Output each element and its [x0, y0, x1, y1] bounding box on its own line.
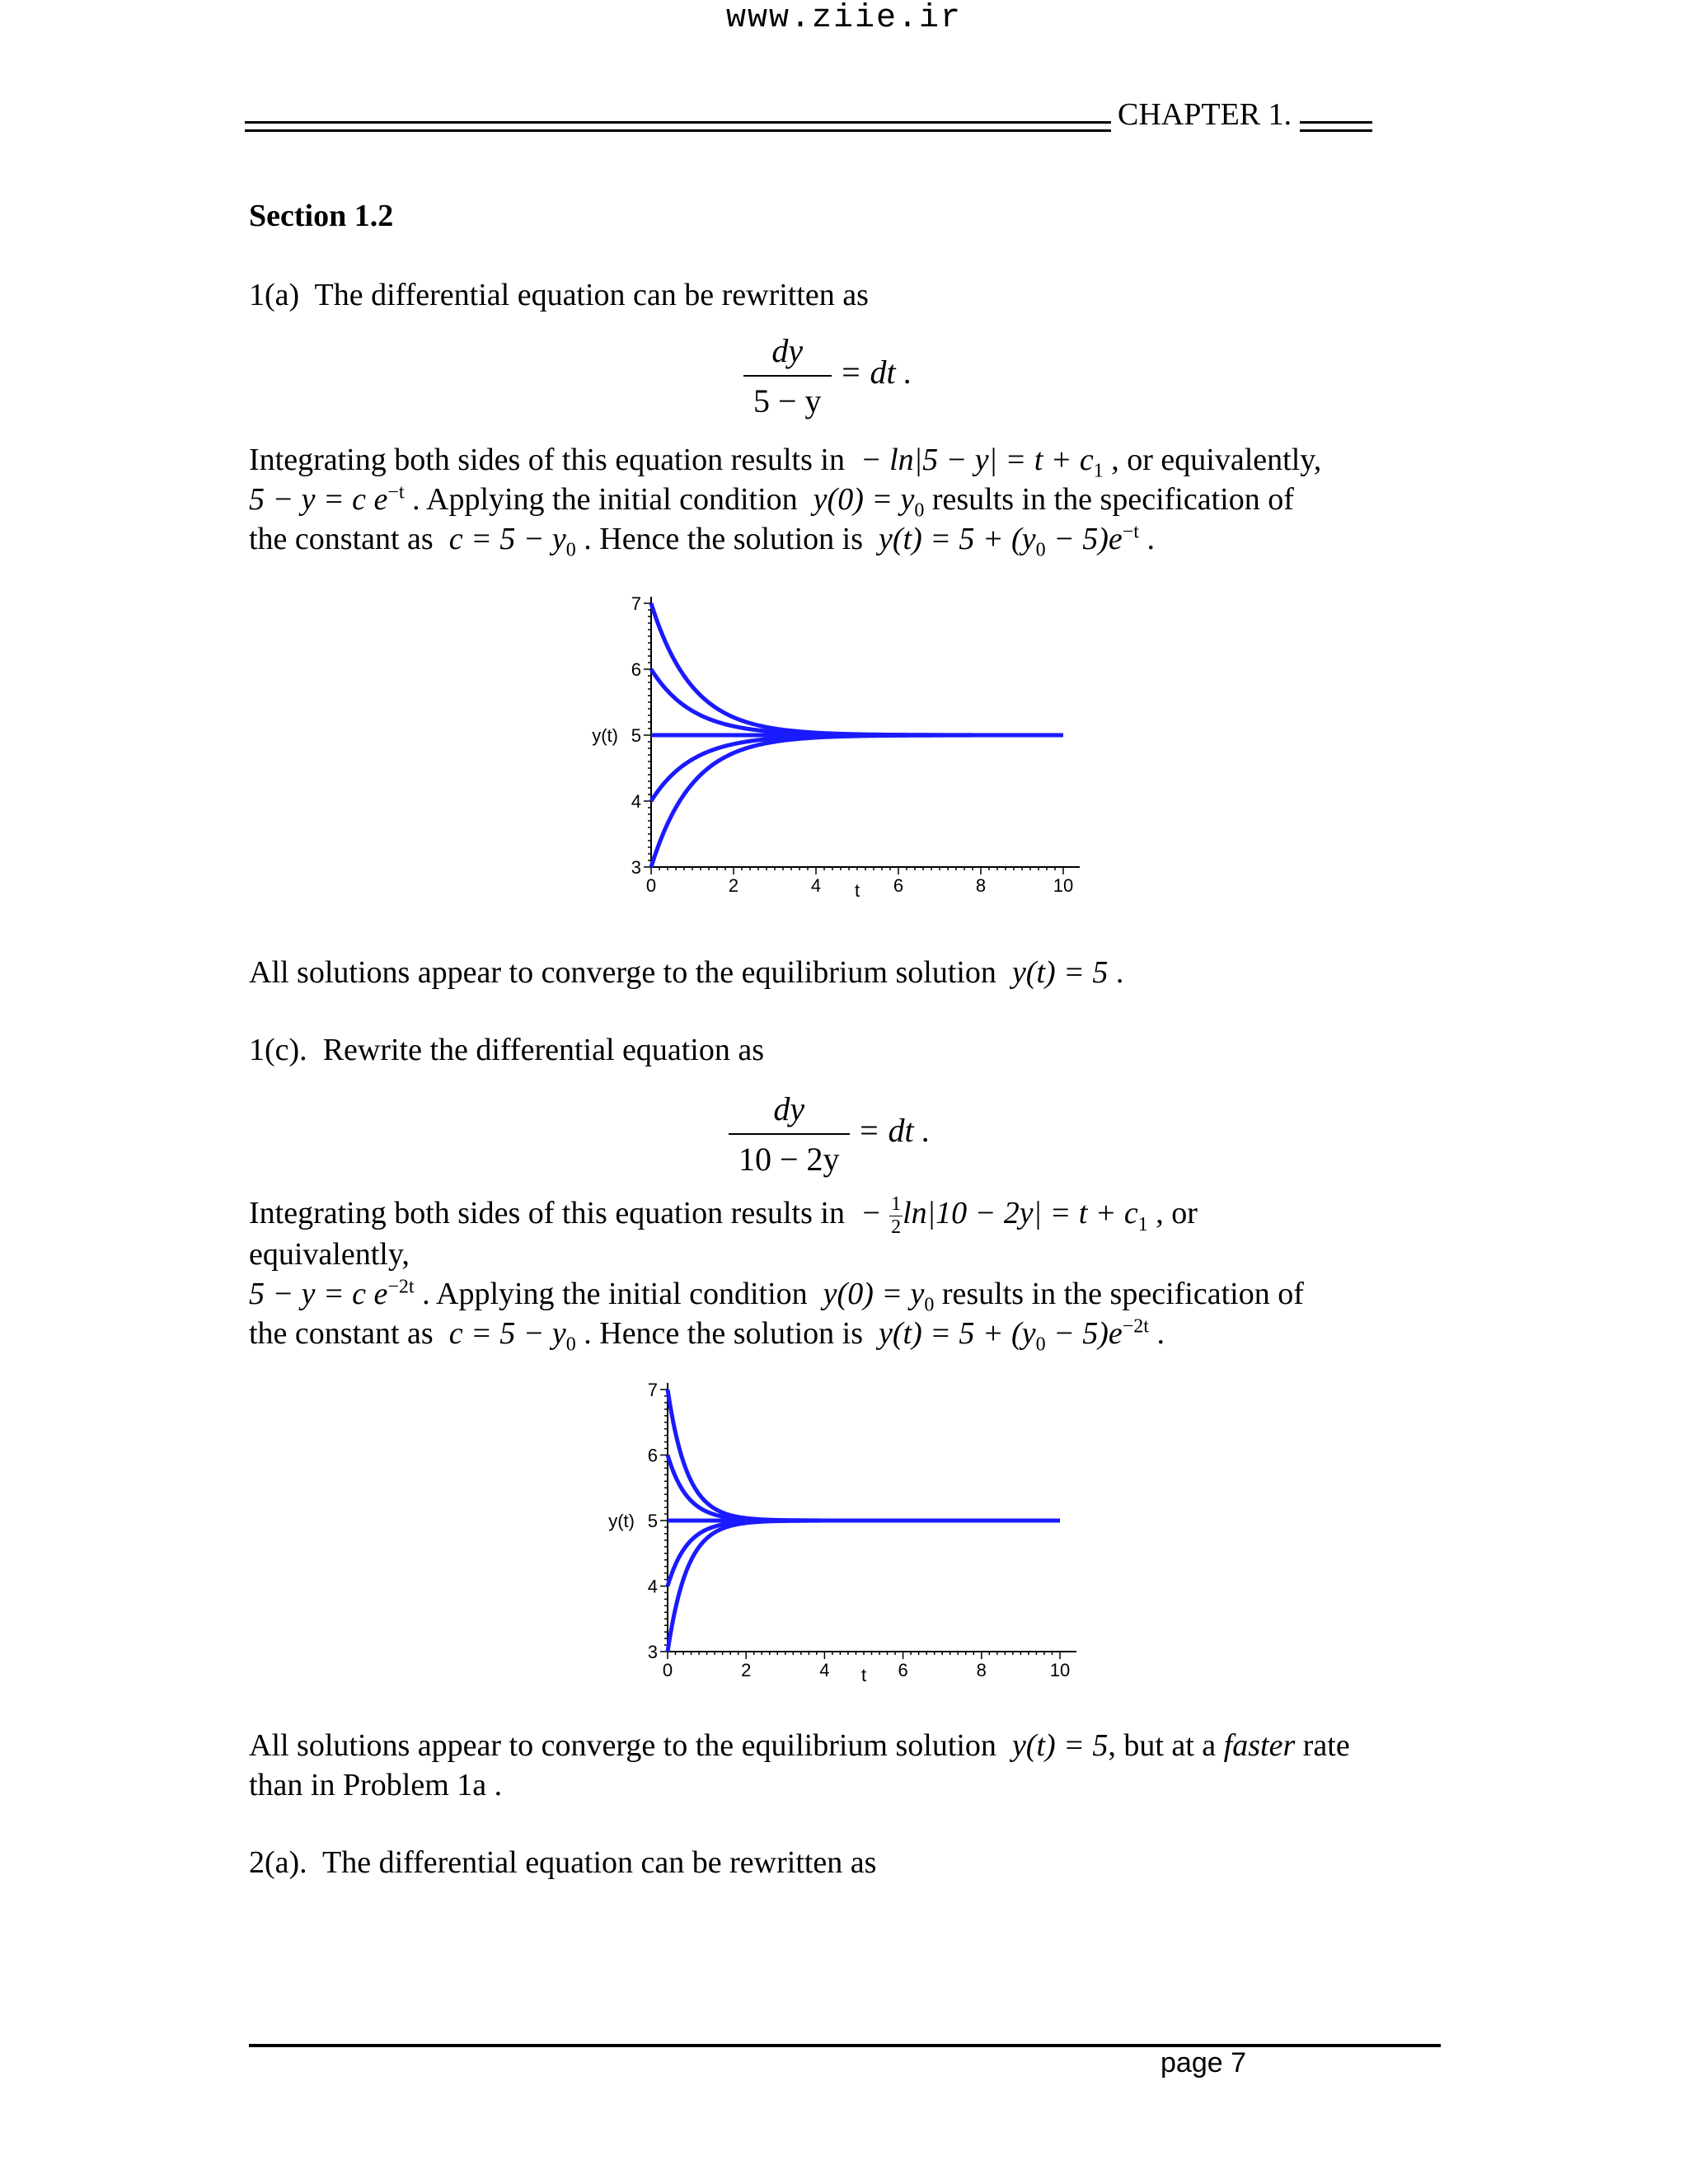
p1c-line4 — [249, 1315, 1165, 1357]
p1c-l1-math: ln|10 − 2y| = t + c — [903, 1196, 1138, 1231]
p1c-eq-den: 10 − 2y — [729, 1133, 850, 1179]
chapter-header: CHAPTER 1. — [1111, 96, 1300, 133]
p1a-equation — [743, 331, 912, 420]
x-tick-label: 6 — [893, 875, 904, 896]
p1a-intro-text: The differential equation can be rewritten as — [314, 278, 869, 312]
x-tick-label: 10 — [1053, 875, 1074, 896]
x-tick-label: 10 — [1049, 1660, 1071, 1680]
p1a-l3-sub2: 0 — [1035, 539, 1046, 561]
p1a-line3 — [249, 521, 1155, 562]
p1c-fraction — [729, 1090, 850, 1179]
p1c-l3-sup: −2t — [387, 1276, 415, 1298]
p1a-eq-den: 5 − y — [743, 375, 832, 420]
p1c-concl-math: y(t) = 5 — [1011, 1728, 1109, 1763]
y-tick-label: 6 — [631, 659, 641, 680]
p1c-l4-sub2: 0 — [1035, 1333, 1046, 1356]
p1a-intro — [249, 277, 869, 313]
p1a-l3-text: the constant as — [249, 522, 434, 556]
p1c-l4-text2: . Hence the solution is — [584, 1316, 864, 1351]
p1c-l1-sub: 1 — [1137, 1213, 1148, 1235]
p1c-l2-text: equivalently, — [249, 1237, 410, 1272]
p1c-concl-end: rate — [1302, 1728, 1350, 1763]
y-tick-label: 4 — [647, 1576, 658, 1597]
p1c-line1 — [249, 1193, 1198, 1239]
solution-curve — [651, 669, 1063, 735]
p2a-intro — [249, 1844, 876, 1881]
p1a-concl-text: All solutions appear to converge to the equilibrium solution — [249, 955, 996, 990]
p1c-l4-math2: y(t) = 5 + (y — [879, 1316, 1036, 1351]
watermark: www.ziie.ir — [725, 0, 963, 37]
p1c-half-den: 2 — [891, 1216, 902, 1238]
y-tick-label: 5 — [647, 1511, 658, 1531]
plot-1c — [588, 1375, 1100, 1706]
y-tick-label: 7 — [647, 1380, 658, 1400]
x-axis-label: t — [860, 1665, 867, 1685]
solution-curve — [651, 735, 1063, 801]
p1a-l2-math: 5 − y = c e — [249, 482, 388, 517]
p1a-l3-sup: −t — [1122, 521, 1139, 543]
p1c-conclusion2 — [249, 1767, 502, 1803]
p1c-line3 — [249, 1276, 1304, 1317]
p1c-intro-text: Rewrite the differential equation as — [322, 1033, 765, 1067]
y-tick-label: 3 — [631, 857, 641, 878]
p1a-label: 1(a) — [249, 278, 300, 312]
p1a-fraction — [743, 331, 832, 420]
solution-curve — [668, 1390, 1060, 1521]
x-tick-label: 2 — [728, 875, 739, 896]
x-tick-label: 6 — [898, 1660, 908, 1680]
p1c-l3-end: results in the specification of — [941, 1277, 1304, 1311]
p1c-eq-num: dy — [773, 1090, 805, 1127]
section-title: Section 1.2 — [249, 199, 394, 233]
solution-curve — [668, 1455, 1060, 1521]
p1c-l4-math: c = 5 − y — [448, 1316, 566, 1351]
y-tick-label: 3 — [647, 1642, 658, 1662]
p1c-concl-text: All solutions appear to converge to the equilibrium solution — [249, 1728, 996, 1763]
p1a-concl-math: y(t) = 5 — [1011, 955, 1109, 990]
x-tick-label: 0 — [662, 1660, 673, 1680]
p1c-l1-minus: − — [860, 1196, 882, 1231]
p1c-half — [889, 1193, 903, 1239]
p1a-concl-end: . — [1115, 955, 1124, 990]
p1c-concl2-text: than in Problem 1a . — [249, 1768, 503, 1802]
p1c-l3-text: . Applying the initial condition — [422, 1277, 808, 1311]
y-tick-label: 5 — [631, 725, 641, 746]
p1c-label: 1(c). — [249, 1033, 307, 1067]
p1c-line2 — [249, 1236, 410, 1272]
p1c-l4-sub: 0 — [565, 1333, 576, 1356]
y-axis-label: y(t) — [608, 1511, 635, 1531]
y-tick-label: 7 — [631, 593, 641, 614]
solution-curve — [651, 735, 1063, 867]
p1c-equation — [729, 1090, 931, 1179]
solution-curve — [668, 1521, 1060, 1586]
p1c-eq-rhs: = dt . — [857, 1112, 931, 1150]
p1c-conclusion — [249, 1727, 1350, 1764]
p1a-l1-end: , or equivalently, — [1111, 443, 1322, 477]
p1a-conclusion — [249, 954, 1123, 991]
p1a-l3-math: c = 5 − y — [448, 522, 566, 556]
p1a-l1-text: Integrating both sides of this equation results in — [249, 443, 845, 477]
x-tick-label: 2 — [741, 1660, 752, 1680]
p1a-l3-math2: y(t) = 5 + (y — [879, 522, 1036, 556]
page-number: page 7 — [1160, 2047, 1246, 2079]
x-tick-label: 4 — [810, 875, 822, 896]
p1c-l3-math2: y(0) = y — [823, 1277, 925, 1311]
x-axis-label: t — [854, 880, 860, 901]
p1a-line2 — [249, 481, 1294, 523]
p1a-l2-sub: 0 — [914, 499, 925, 522]
p1a-l2-end: results in the specification of — [931, 482, 1294, 517]
plot-1a — [577, 587, 1104, 933]
p1c-l3-sub: 0 — [924, 1294, 935, 1316]
p1c-l4-sup: −2t — [1122, 1315, 1149, 1338]
p1c-concl-emph: faster — [1223, 1728, 1296, 1763]
p2a-label: 2(a). — [249, 1845, 307, 1880]
p1a-l3-end: . — [1146, 522, 1155, 556]
p1c-l4-text: the constant as — [249, 1316, 434, 1351]
solution-curve — [651, 603, 1063, 735]
p1a-eq-rhs: = dt . — [839, 354, 912, 391]
p1c-l4-math3: − 5)e — [1053, 1316, 1123, 1351]
p1c-l1-end: , or — [1156, 1196, 1198, 1231]
p1c-l4-end: . — [1156, 1316, 1165, 1351]
p1c-l3-math: 5 − y = c e — [249, 1277, 388, 1311]
x-tick-label: 8 — [976, 1660, 987, 1680]
x-tick-label: 0 — [645, 875, 657, 896]
x-tick-label: 8 — [975, 875, 987, 896]
y-axis-label: y(t) — [592, 725, 618, 746]
p1a-l2-text: . Applying the initial condition — [412, 482, 798, 517]
solution-curve — [668, 1521, 1060, 1652]
p1c-l1-text: Integrating both sides of this equation results in — [249, 1196, 845, 1231]
footer-rule — [249, 2044, 1441, 2047]
p1a-eq-num: dy — [771, 332, 804, 369]
p1a-l3-math3: − 5)e — [1053, 522, 1123, 556]
p1a-l3-sub: 0 — [565, 539, 576, 561]
p1c-concl-text2: , but at a — [1108, 1728, 1217, 1763]
p2a-intro-text: The differential equation can be rewritten as — [322, 1845, 877, 1880]
x-tick-label: 4 — [819, 1660, 830, 1680]
p1c-half-num: 1 — [891, 1193, 902, 1215]
p1a-l2-sup: −t — [387, 481, 405, 504]
p1a-l1-math: − ln|5 − y| = t + c — [860, 443, 1094, 477]
p1a-l2-math2: y(0) = y — [813, 482, 915, 517]
y-tick-label: 4 — [631, 791, 641, 812]
p1a-line1 — [249, 442, 1321, 483]
p1c-intro — [249, 1032, 764, 1068]
p1a-l3-text2: . Hence the solution is — [584, 522, 864, 556]
y-tick-label: 6 — [647, 1445, 658, 1466]
p1a-l1-sub: 1 — [1093, 460, 1104, 482]
